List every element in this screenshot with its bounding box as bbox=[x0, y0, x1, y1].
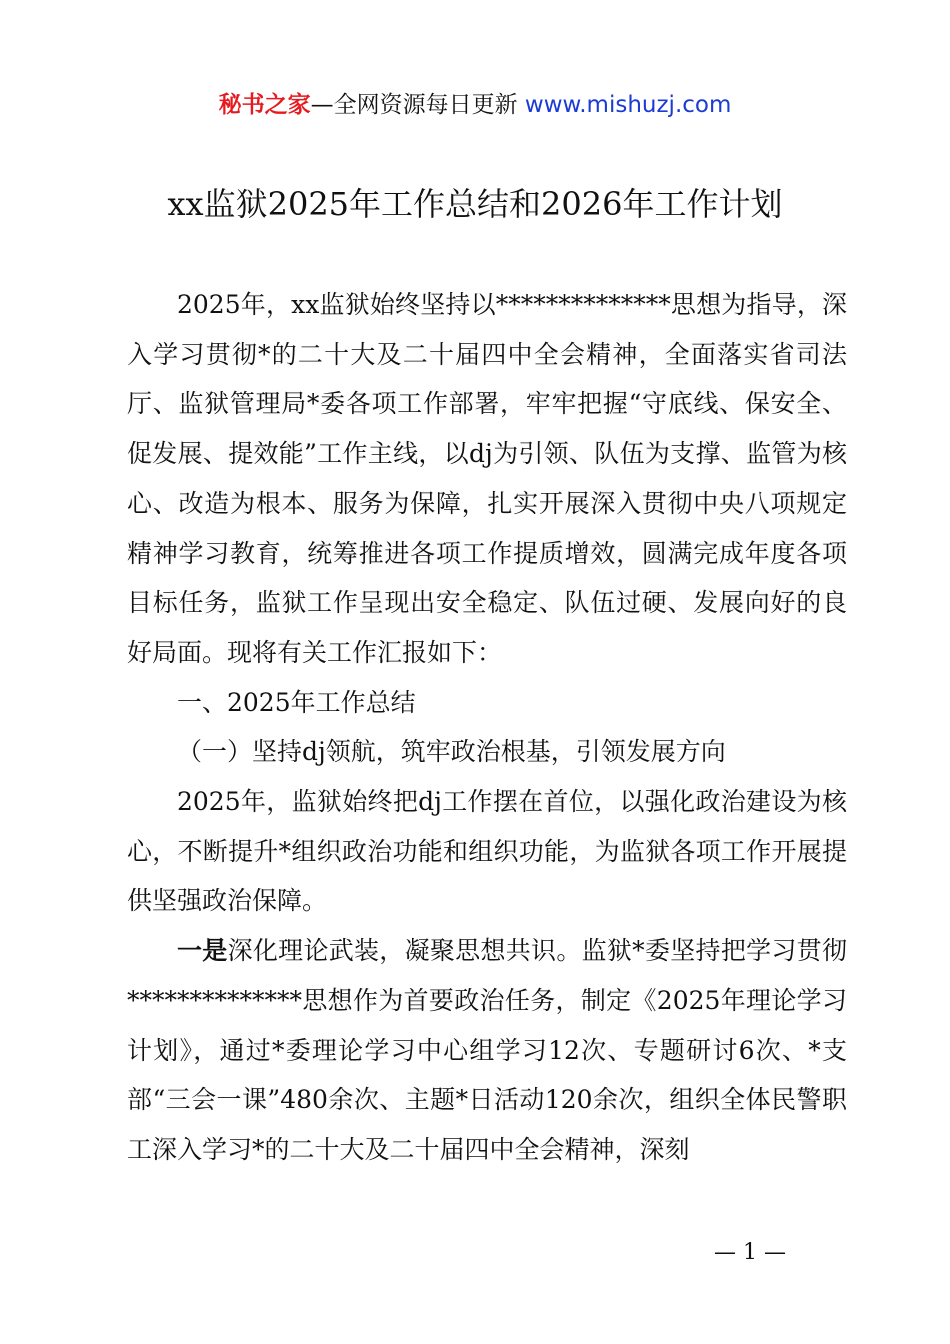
point-1-text: 深化理论武装，凝聚思想共识。监狱*委坚持把学习贯彻**************思想作为首要政治任务，制定《2025年理论学习计划》，通过*委理论学习中心组学习12次、专题研讨6次、*支部“三会一课”480余次、主题*日活动120余次，组织全体民警职工深入学习*的二十大及二十届四中全会精神，深刻 bbox=[127, 936, 847, 1164]
intro-paragraph: 2025年，xx监狱始终坚持以**************思想为指导，深入学习贯彻*的二十大及二十届四中全会精神，全面落实省司法厅、监狱管理局*委各项工作部署，牢牢把握“守底线、保安全、促发展、提效能”工作主线，以dj为引领、队伍为支撑、监管为核心、改造为根本、服务为保障，扎实开展深入贯彻中央八项规定精神学习教育，统筹推进各项工作提质增效，圆满完成年度各项目标任务，监狱工作呈现出安全稳定、队伍过硬、发展向好的良好局面。现将有关工作汇报如下： bbox=[127, 290, 847, 667]
point-1-lead: 一是 bbox=[177, 936, 228, 966]
subsection-heading-1: （一）坚持dj领航，筑牢政治根基，引领发展方向 bbox=[177, 737, 726, 767]
page-number: — 1 — bbox=[714, 1240, 786, 1265]
site-header bbox=[0, 88, 950, 122]
site-url-link[interactable]: www.mishuzj.com bbox=[524, 92, 732, 118]
document-body bbox=[127, 280, 847, 1175]
section-heading-1: 一、2025年工作总结 bbox=[177, 687, 416, 717]
header-slogan: —全网资源每日更新 bbox=[310, 92, 518, 118]
document-title: xx监狱2025年工作总结和2026年工作计划 bbox=[167, 185, 783, 223]
point-1-paragraph bbox=[127, 926, 847, 1175]
brand-name: 秘书之家 bbox=[218, 92, 311, 118]
subsection-1-paragraph: 2025年，监狱始终把dj工作摆在首位，以强化政治建设为核心，不断提升*组织政治功能和组织功能，为监狱各项工作开展提供坚强政治保障。 bbox=[127, 787, 847, 916]
